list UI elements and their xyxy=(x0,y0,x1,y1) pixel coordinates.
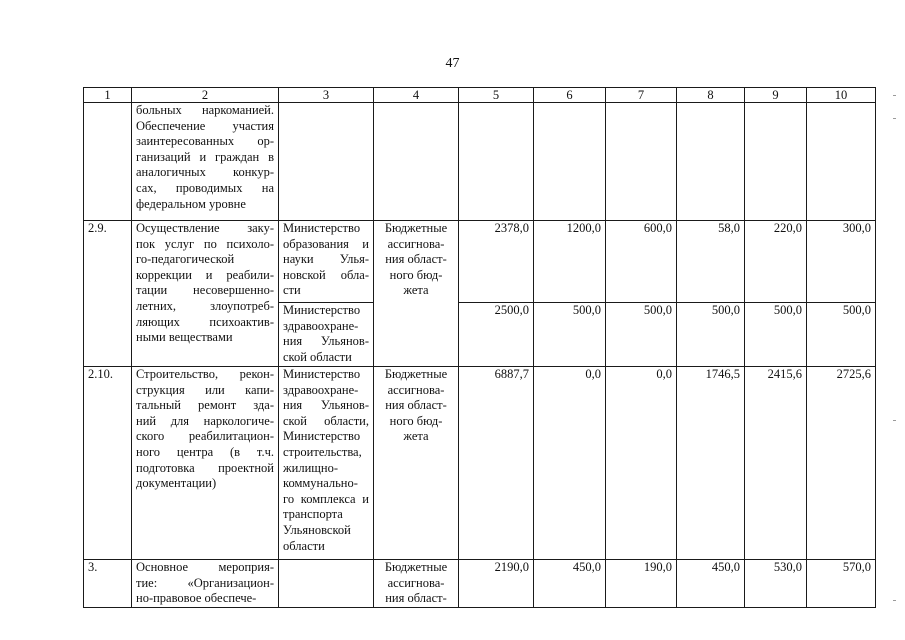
value-year-4: 530,0 xyxy=(745,560,807,608)
item-funding-source xyxy=(374,367,459,560)
scan-artifact xyxy=(893,420,896,421)
value-year-4: 220,0 xyxy=(745,221,807,303)
text-line: Бюджетные xyxy=(384,367,448,381)
item-description xyxy=(132,103,279,221)
column-header: 1 xyxy=(84,88,132,103)
value-year-5 xyxy=(807,103,876,221)
table-row xyxy=(84,221,876,303)
text-line: области xyxy=(283,538,325,553)
text-line: Обеспечение участия xyxy=(136,118,274,133)
item-executor xyxy=(279,221,374,303)
page-number: 47 xyxy=(445,56,460,71)
column-header: 6 xyxy=(534,88,606,103)
value-year-3: 1746,5 xyxy=(677,367,745,560)
item-number: 2.9. xyxy=(84,221,132,367)
text-line: ного центра (в т.ч. xyxy=(136,444,274,459)
text-line: летних, злоупотреб- xyxy=(136,298,274,313)
scan-artifact xyxy=(893,600,896,601)
text-line: ния Ульянов- xyxy=(283,398,369,413)
text-line: Ульяновской xyxy=(283,522,351,537)
item-number xyxy=(84,103,132,221)
value-year-2: 500,0 xyxy=(606,303,677,367)
value-year-1: 500,0 xyxy=(534,303,606,367)
text-line: го-педагогической xyxy=(136,252,235,267)
value-year-2: 190,0 xyxy=(606,560,677,608)
item-number: 2.10. xyxy=(84,367,132,560)
text-line: сти xyxy=(283,283,301,298)
text-line: здравоохране- xyxy=(283,382,359,397)
text-line: сах, проводимых на xyxy=(136,180,274,195)
value-total: 2500,0 xyxy=(459,303,534,367)
text-line: коммунально- xyxy=(283,476,358,491)
text-line: Основное мероприя- xyxy=(136,560,274,574)
item-description xyxy=(132,221,279,367)
text-line: здравоохране- xyxy=(283,318,359,333)
text-line: Министерство xyxy=(283,429,361,444)
value-year-5: 500,0 xyxy=(807,303,876,367)
text-line: пок услуг по психоло- xyxy=(136,236,274,251)
value-year-1: 1200,0 xyxy=(534,221,606,303)
text-line: ляющих психоактив- xyxy=(136,314,274,329)
text-line: ния област- xyxy=(385,252,447,267)
text-line: жета xyxy=(403,283,429,298)
text-line: ского реабилитацион- xyxy=(136,429,274,444)
text-line: ний для наркологиче- xyxy=(136,413,274,428)
column-header: 8 xyxy=(677,88,745,103)
text-line: ганизаций и граждан в xyxy=(136,149,274,164)
text-line: Бюджетные xyxy=(384,560,448,574)
item-description xyxy=(132,560,279,608)
value-year-5: 570,0 xyxy=(807,560,876,608)
text-line: ской области xyxy=(283,349,352,364)
column-header: 3 xyxy=(279,88,374,103)
text-line: ного бюд- xyxy=(389,267,443,282)
text-line: новской обла- xyxy=(283,267,369,282)
value-total: 6887,7 xyxy=(459,367,534,560)
text-line: Министерство xyxy=(283,367,361,381)
item-executor xyxy=(279,103,374,221)
item-funding-source xyxy=(374,560,459,608)
value-year-2: 600,0 xyxy=(606,221,677,303)
text-line: коррекции и реабили- xyxy=(136,267,274,282)
text-line: ассигнова- xyxy=(387,382,445,397)
table-row xyxy=(84,103,876,221)
text-line: ния Ульянов- xyxy=(283,334,369,349)
scan-artifact xyxy=(893,118,896,119)
value-year-1 xyxy=(534,103,606,221)
value-total xyxy=(459,103,534,221)
item-funding-source xyxy=(374,103,459,221)
text-line: ными веществами xyxy=(136,330,233,345)
column-header: 10 xyxy=(807,88,876,103)
table-row xyxy=(84,367,876,560)
item-executor xyxy=(279,560,374,608)
value-year-1: 0,0 xyxy=(534,367,606,560)
text-line: Министерство xyxy=(283,221,361,235)
text-line: ния област- xyxy=(385,398,447,413)
text-line: струкция или капи- xyxy=(136,382,274,397)
scan-artifact xyxy=(893,95,896,96)
value-year-1: 450,0 xyxy=(534,560,606,608)
text-line: но-правовое обеспече- xyxy=(136,591,257,606)
value-year-2: 0,0 xyxy=(606,367,677,560)
item-executor xyxy=(279,303,374,367)
text-line: Строительство, рекон- xyxy=(136,367,274,381)
column-header: 5 xyxy=(459,88,534,103)
value-year-5: 300,0 xyxy=(807,221,876,303)
text-line: аналогичных конкур- xyxy=(136,165,274,180)
text-line: Бюджетные xyxy=(384,221,448,235)
item-number: 3. xyxy=(84,560,132,608)
item-description xyxy=(132,367,279,560)
text-line: ской области, xyxy=(283,413,369,428)
value-year-2 xyxy=(606,103,677,221)
value-year-4 xyxy=(745,103,807,221)
text-line: ния област- xyxy=(385,591,447,606)
value-year-5: 2725,6 xyxy=(807,367,876,560)
text-line: тие: «Организацион- xyxy=(136,575,274,590)
text-line: тальный ремонт зда- xyxy=(136,398,274,413)
column-header: 7 xyxy=(606,88,677,103)
text-line: образования и xyxy=(283,236,369,251)
header-row xyxy=(84,88,876,103)
value-year-3: 450,0 xyxy=(677,560,745,608)
text-line: ассигнова- xyxy=(387,575,445,590)
budget-table xyxy=(83,87,876,608)
text-line: жилищно- xyxy=(283,460,338,475)
text-line: ассигнова- xyxy=(387,236,445,251)
value-year-4: 2415,6 xyxy=(745,367,807,560)
text-line: жета xyxy=(403,429,429,444)
value-year-4: 500,0 xyxy=(745,303,807,367)
table-row xyxy=(84,560,876,608)
item-funding-source xyxy=(374,221,459,367)
text-line: строительства, xyxy=(283,444,362,459)
item-executor xyxy=(279,367,374,560)
value-total: 2190,0 xyxy=(459,560,534,608)
text-line: го комплекса и xyxy=(283,491,369,506)
text-line: больных наркоманией. xyxy=(136,103,274,117)
value-year-3 xyxy=(677,103,745,221)
value-total: 2378,0 xyxy=(459,221,534,303)
text-line: науки Улья- xyxy=(283,252,369,267)
text-line: заинтересованных ор- xyxy=(136,134,274,149)
value-year-3: 58,0 xyxy=(677,221,745,303)
text-line: федеральном уровне xyxy=(136,196,246,211)
column-header: 2 xyxy=(132,88,279,103)
column-header: 9 xyxy=(745,88,807,103)
text-line: тации несовершенно- xyxy=(136,283,274,298)
text-line: ного бюд- xyxy=(389,413,443,428)
text-line: подготовка проектной xyxy=(136,460,274,475)
column-header: 4 xyxy=(374,88,459,103)
text-line: транспорта xyxy=(283,507,343,522)
text-line: Осуществление заку- xyxy=(136,221,274,235)
value-year-3: 500,0 xyxy=(677,303,745,367)
text-line: Министерство xyxy=(283,303,361,317)
text-line: документации) xyxy=(136,476,217,491)
